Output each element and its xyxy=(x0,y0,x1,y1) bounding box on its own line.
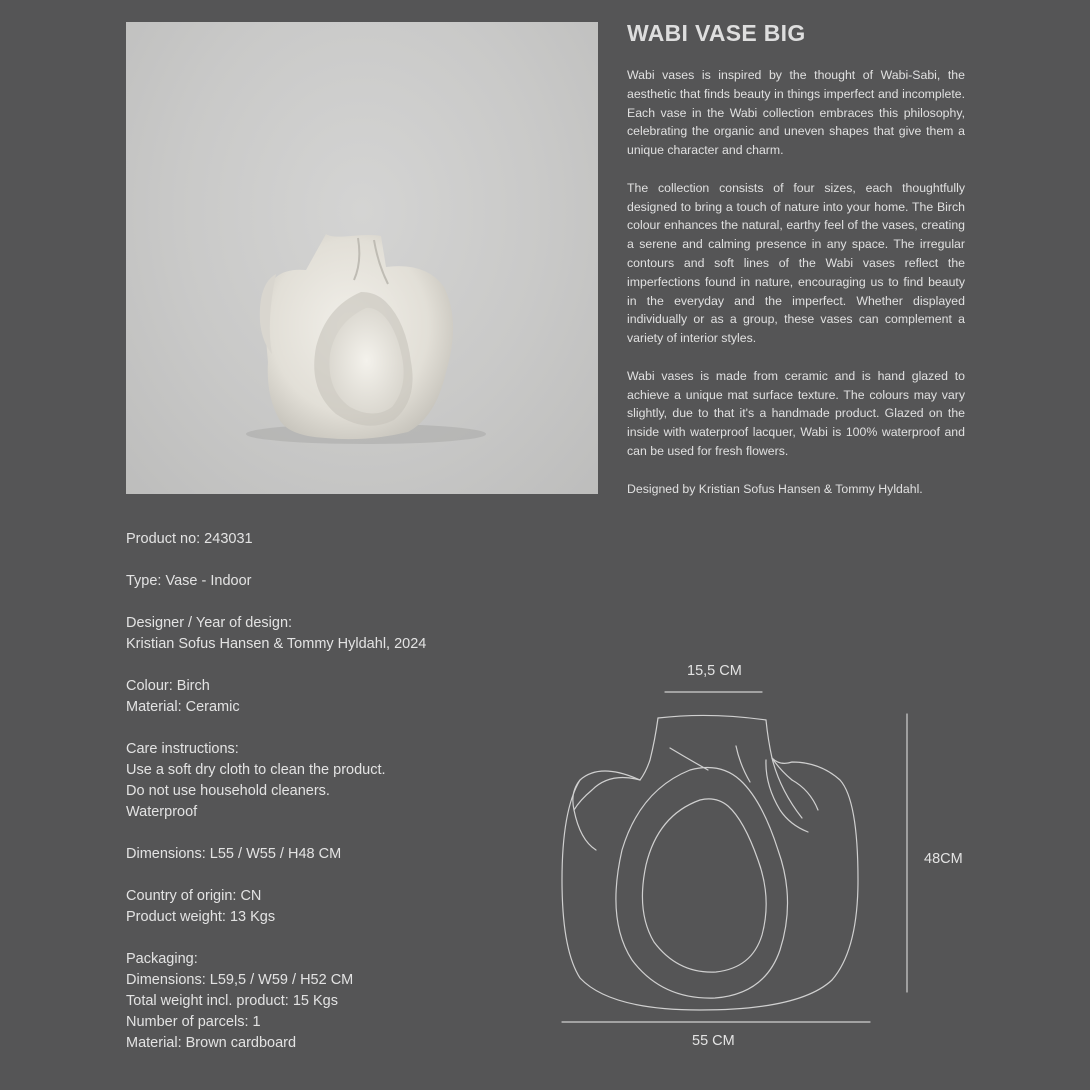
care-line: Use a soft dry cloth to clean the product. xyxy=(126,762,386,778)
spec-care xyxy=(126,739,546,823)
product-photo xyxy=(126,22,598,494)
spec-product-no xyxy=(126,529,546,550)
top-width-label: 15,5 CM xyxy=(687,663,742,679)
care-line: Waterproof xyxy=(126,804,198,820)
packaging-line: Dimensions: L59,5 / W59 / H52 CM xyxy=(126,972,354,988)
dimensions-text: Dimensions: L55 / W55 / H48 CM xyxy=(126,846,342,862)
origin-text: Country of origin: CN xyxy=(126,888,262,904)
designer-credit: Designed by Kristian Sofus Hansen & Tommy Hyldahl. xyxy=(627,481,923,496)
packaging-line: Number of parcels: 1 xyxy=(126,1014,261,1030)
designer-value: Kristian Sofus Hansen & Tommy Hyldahl, 2024 xyxy=(126,636,427,652)
description-paragraph: Wabi vases is inspired by the thought of Wabi-Sabi, the aesthetic that finds beauty in things imperfect and incomplete. Each vase in the Wabi collection embraces this philosophy, celebrating the organic and uneven shapes that give them a unique character and charm. xyxy=(627,68,965,158)
colour-text: Colour: Birch xyxy=(126,678,210,694)
packaging-label: Packaging: xyxy=(126,951,198,967)
spec-dimensions xyxy=(126,844,546,865)
care-line: Do not use household cleaners. xyxy=(126,783,330,799)
designer-label: Designer / Year of design: xyxy=(126,615,293,631)
spec-type xyxy=(126,571,546,592)
vase-illustration xyxy=(126,22,598,494)
spec-origin-weight xyxy=(126,886,546,928)
description-paragraph: Wabi vases is made from ceramic and is hand glazed to achieve a unique mat surface texture. The colours may vary slightly, due to that it's a handmade product. Glazed on the inside with waterproof lacquer, Wabi is 100% waterproof and can be used for fresh flowers. xyxy=(627,368,965,458)
packaging-line: Total weight incl. product: 15 Kgs xyxy=(126,993,338,1009)
spec-colour-material xyxy=(126,676,546,718)
product-title: WABI VASE BIG xyxy=(627,20,806,46)
type-text: Type: Vase - Indoor xyxy=(126,573,252,589)
product-description xyxy=(627,66,965,517)
material-text: Material: Ceramic xyxy=(126,699,240,715)
product-specs xyxy=(126,529,546,1075)
width-label: 55 CM xyxy=(692,1033,735,1049)
product-no-text: Product no: 243031 xyxy=(126,531,253,547)
weight-text: Product weight: 13 Kgs xyxy=(126,909,276,925)
description-paragraph: The collection consists of four sizes, each thoughtfully designed to bring a touch of nature into your home. The Birch colour enhances the natural, earthy feel of the vases, creating a serene and calming presence in any space. The irregular contours and soft lines of the Wabi vases reflect the imperfections found in nature, encouraging us to find beauty in the everyday and the imperfect. Whether displayed individually or as a group, these vases can complement a variety of interior styles. xyxy=(627,180,965,346)
height-label: 48CM xyxy=(924,851,963,867)
spec-designer xyxy=(126,613,546,655)
spec-packaging xyxy=(126,949,546,1054)
packaging-line: Material: Brown cardboard xyxy=(126,1035,297,1051)
care-label: Care instructions: xyxy=(126,741,239,757)
